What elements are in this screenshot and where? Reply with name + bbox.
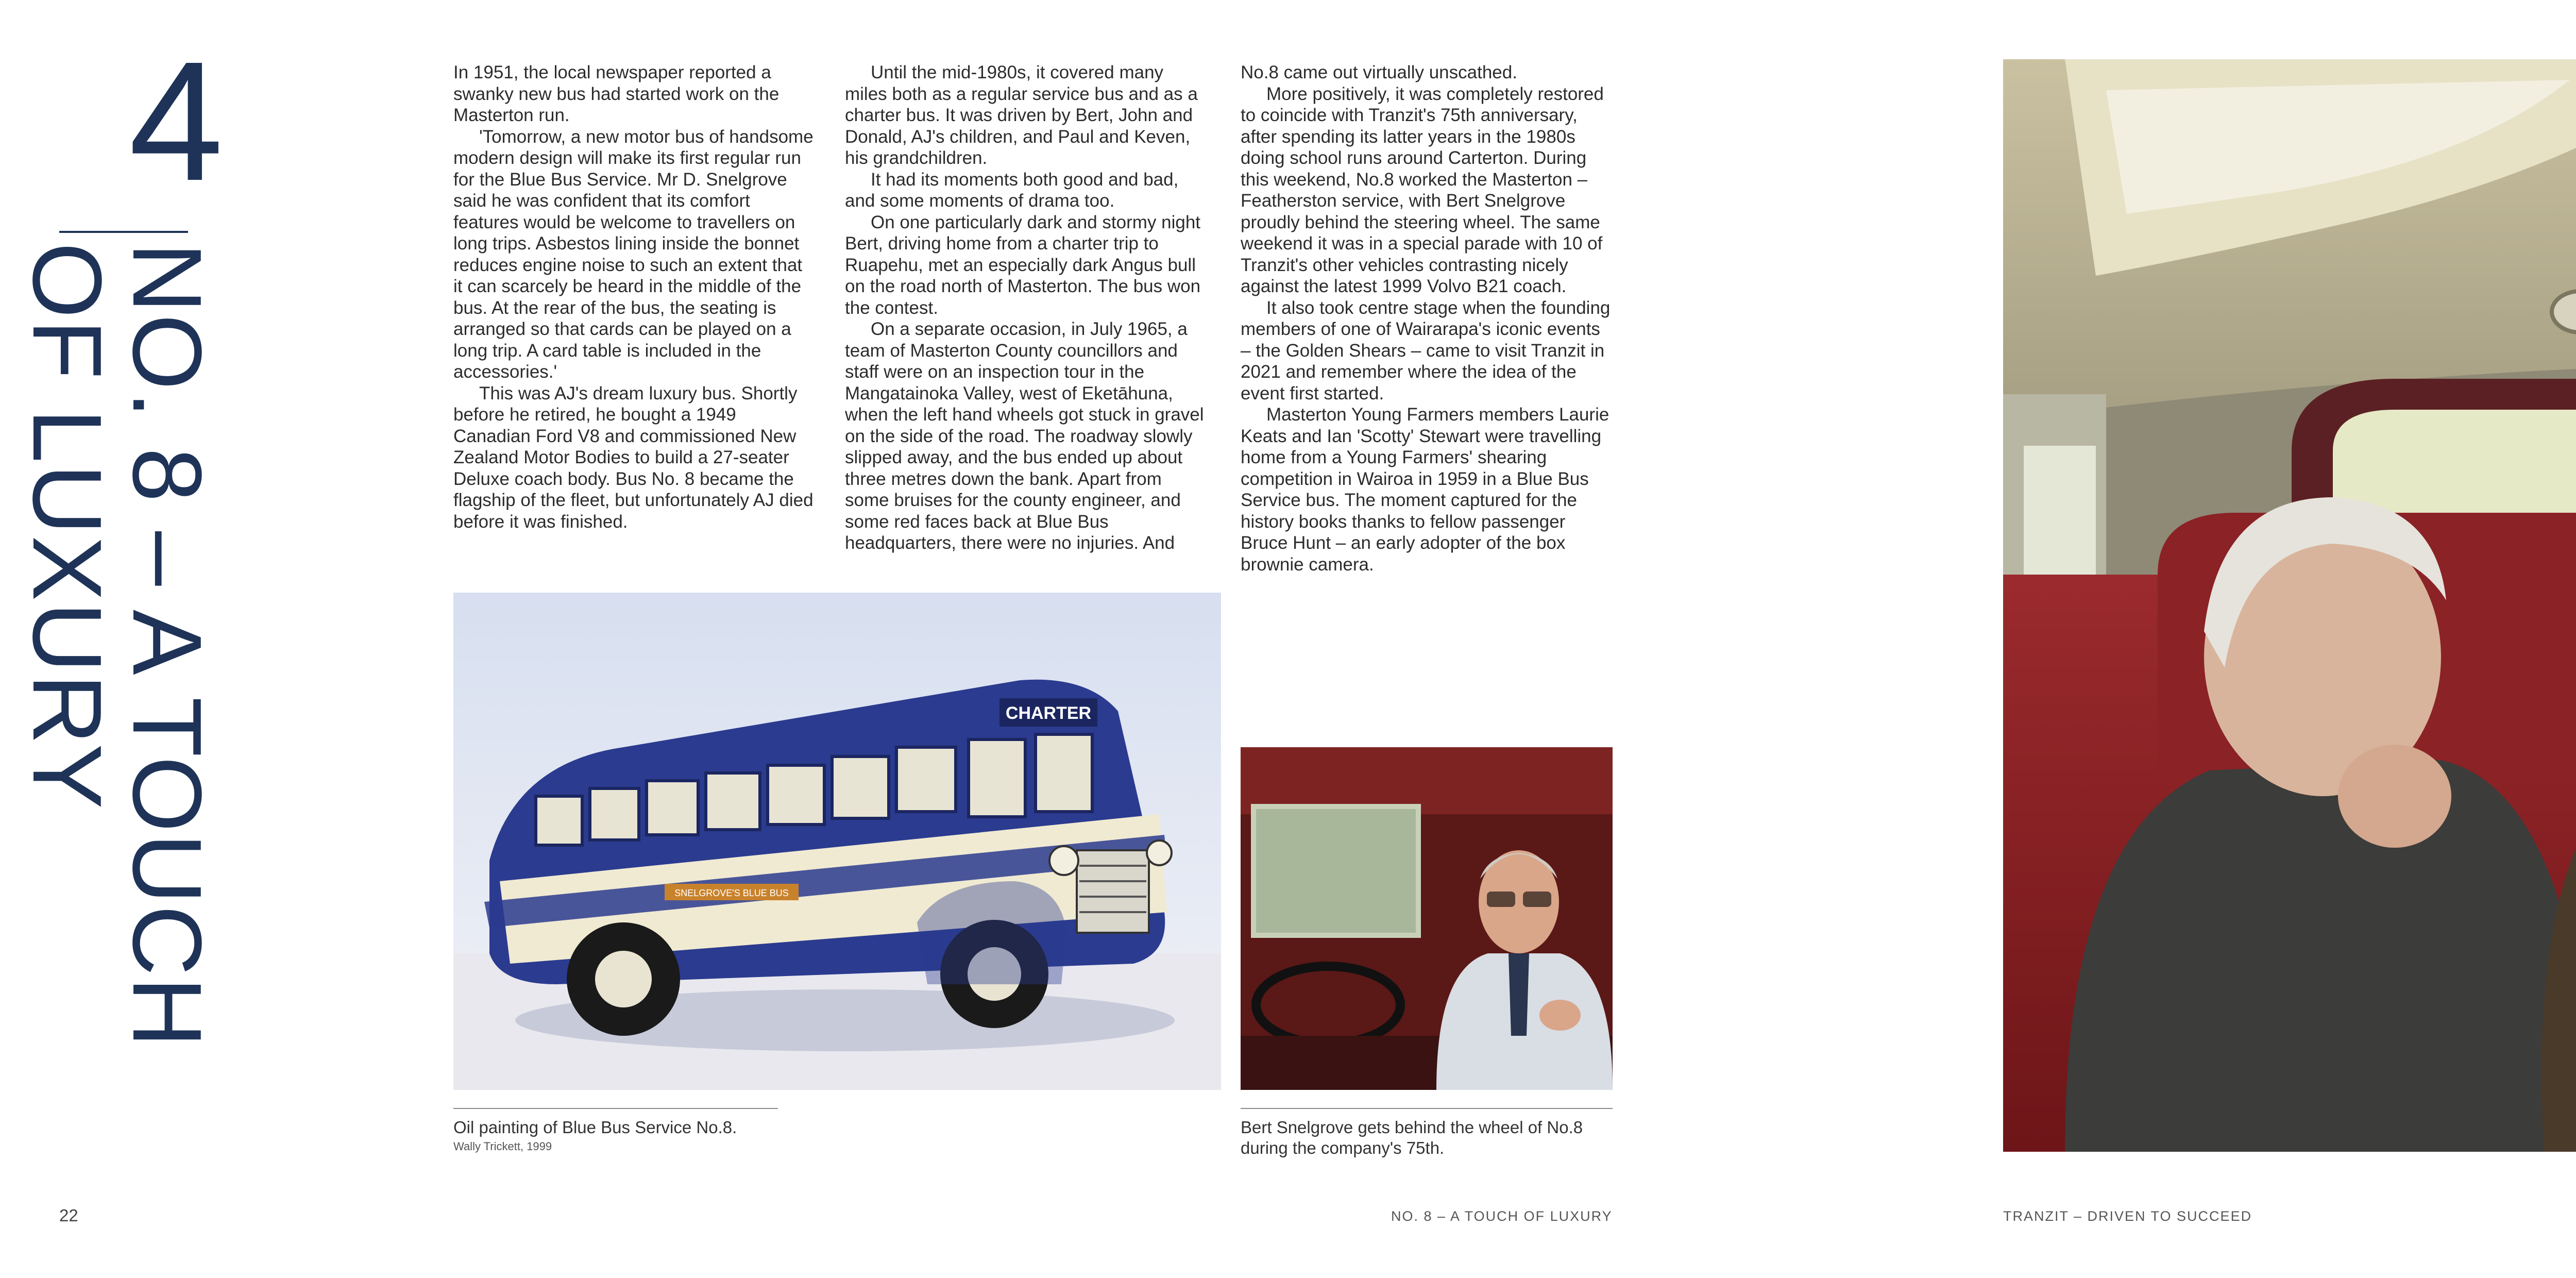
- body-column-1: [453, 62, 814, 532]
- body-column-3: [1241, 62, 1612, 575]
- driver-caption: Bert Snelgrove gets behind the wheel of No.8 during the company's 75th.: [1241, 1118, 1583, 1157]
- right-page: [1807, 0, 2576, 1278]
- bus-sign-text: CHARTER: [1005, 703, 1092, 723]
- running-head-right: TRANZIT – DRIVEN TO SUCCEED: [2003, 1208, 2252, 1224]
- paragraph: Masterton Young Farmers members Laurie Keats and Ian 'Scotty' Stewart were travelling home from a Young Farmers' shearing competition in Wairoa in 1959 in a Blue Bus Service bus. The moment captured for the history books thanks to fellow passenger Bruce Hunt – an early adopter of the box brownie camera.: [1241, 405, 1609, 575]
- painting-caption-rule: [453, 1108, 778, 1109]
- driver-caption-rule: [1241, 1108, 1613, 1109]
- folio-left: 22: [59, 1206, 78, 1225]
- bus-painting: [453, 593, 1221, 1090]
- paragraph: In 1951, the local newspaper reported a swanky new bus had started work on the Masterton run.: [453, 62, 779, 125]
- chapter-title-line2: OF LUXURY: [12, 242, 122, 810]
- painting-credit: Wally Trickett, 1999: [453, 1140, 552, 1153]
- chapter-rule: [59, 231, 188, 233]
- paragraph: On one particularly dark and stormy night Bert, driving home from a charter trip to Ruapehu, met an especially dark Angus bull on the road north of Masterton. The bus won the contest.: [845, 212, 1201, 318]
- paragraph: More positively, it was completely restored to coincide with Tranzit's 75th anniversary, after spending its latter years in the 1980s doing school runs around Carterton. During this weekend, No.8 worked the Masterton – Featherston service, with Bert Snelgrove proudly behind the steering wheel. The same weekend it was in a special parade with 10 of Tranzit's other vehicles contrasting nicely against the latest 1999 Volvo B21 coach.: [1241, 83, 1604, 296]
- chapter-number: 4: [129, 26, 224, 216]
- body-column-2: [845, 62, 1206, 554]
- paragraph: 'Tomorrow, a new motor bus of handsome modern design will make its first regular run for the Blue Bus Service. Mr D. Snelgrove said he was confident that its comfort features would be welcome to travellers on long trips. Asbestos lining inside the bonnet reduces engine noise to such an extent that it can scarcely be heard in the middle of the bus. At the rear of the bus, the seating is arranged so that cards can be played on a long trip. A card table is included in the accessories.': [453, 126, 814, 382]
- chapter-title: [12, 242, 222, 1049]
- driver-photo: [1241, 747, 1613, 1090]
- paragraph: This was AJ's dream luxury bus. Shortly before he retired, he bought a 1949 Canadian Ford V8 and commissioned New Zealand Motor Bodies to build a 27-seater Deluxe coach body. Bus No. 8 became the flagship of the fleet, but unfortunately AJ died before it was finished.: [453, 383, 814, 532]
- painting-caption: Oil painting of Blue Bus Service No.8.: [453, 1118, 737, 1137]
- paragraph: It also took centre stage when the founding members of one of Wairarapa's iconic events – the Golden Shears – came to visit Tranzit in 2021 and remember where the idea of the event first started.: [1241, 297, 1611, 403]
- paragraph: No.8 came out virtually unscathed.: [1241, 62, 1517, 82]
- chapter-title-line1: NO. 8 – A TOUCH: [112, 242, 222, 1049]
- paragraph: On a separate occasion, in July 1965, a team of Masterton County councillors and staff were on an inspection tour in the Mangatainoka Valley, west of Eketāhuna, when the left hand wheels got stuck in gravel on the side of the road. The roadway slowly slipped away, and the bus ended up about three metres down the bank. Apart from some bruises for the county engineer, and some red faces back at Blue Bus headquarters, there were no injuries. And: [845, 319, 1204, 553]
- paragraph: Until the mid-1980s, it covered many miles both as a regular service bus and as a charter bus. It was driven by Bert, John and Donald, AJ's children, and Paul and Keven, his grandchildren.: [845, 62, 1198, 168]
- running-head-left: NO. 8 – A TOUCH OF LUXURY: [1391, 1208, 1613, 1224]
- bus-interior-photo: [2003, 59, 2576, 1152]
- paragraph: It had its moments both good and bad, and some moments of drama too.: [845, 169, 1179, 211]
- bus-side-text: SNELGROVE'S BLUE BUS: [674, 888, 789, 898]
